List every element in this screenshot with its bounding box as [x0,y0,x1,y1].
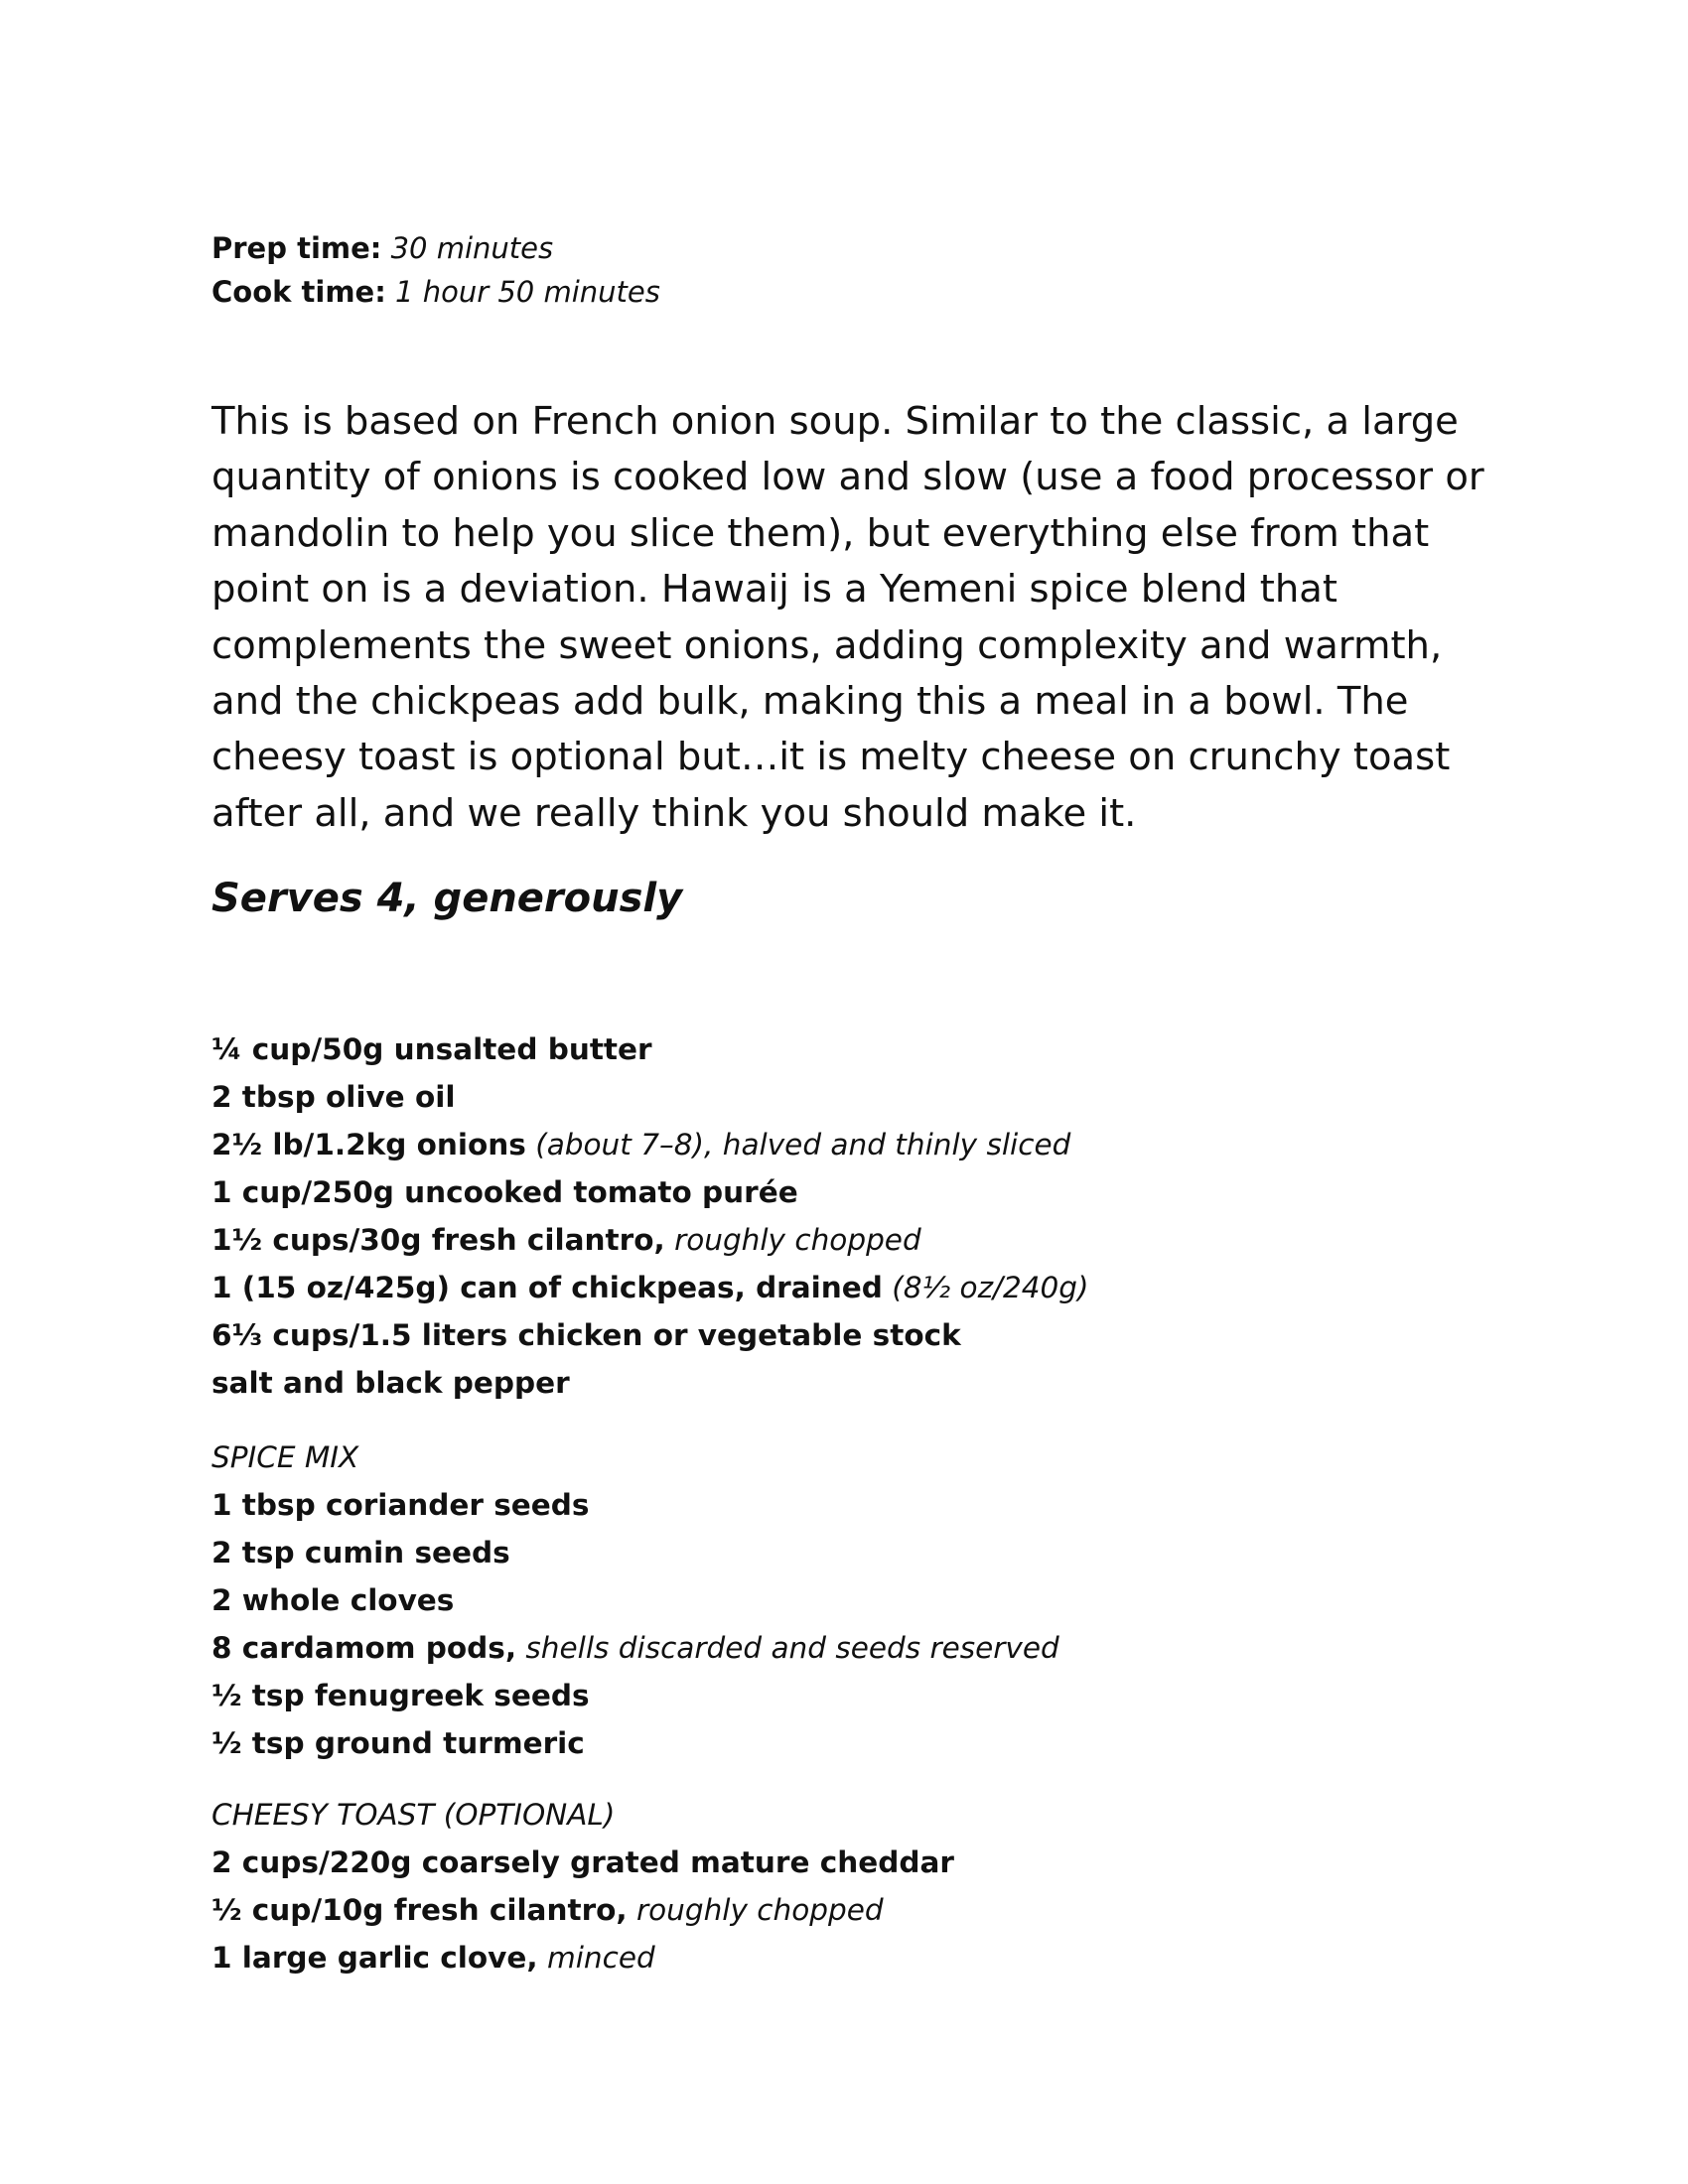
ingredient-name: 2 tbsp olive oil [211,1080,456,1114]
ingredient-name: 2 whole cloves [211,1583,455,1617]
ingredient-name: 6⅓ cups/1.5 liters chicken or vegetable stock [211,1318,961,1352]
ingredient-name: 2 cups/220g coarsely grated mature cheddar [211,1845,954,1879]
ingredient-note: roughly chopped [664,1223,921,1257]
ingredient-item [211,1719,1502,1767]
cook-time-label: Cook time: [211,275,386,309]
ingredient-note: shells discarded and seeds reserved [516,1631,1059,1665]
ingredient-item [211,1216,1502,1264]
ingredient-item [211,1481,1502,1529]
ingredient-item [211,1311,1502,1359]
ingredient-name: ¼ cup/50g unsalted butter [211,1032,652,1066]
ingredient-item [211,1168,1502,1216]
ingredient-item [211,1839,1502,1886]
ingredient-name: 2 tsp cumin seeds [211,1536,510,1570]
ingredient-item [211,1529,1502,1576]
ingredient-item [211,1359,1502,1407]
ingredient-name: ½ tsp ground turmeric [211,1726,585,1760]
ingredient-name: 2½ lb/1.2kg onions [211,1128,526,1161]
ingredient-item [211,1934,1502,1981]
ingredient-name: 1 large garlic clove, [211,1941,538,1975]
ingredient-name: 1 (15 oz/425g) can of chickpeas, drained [211,1271,883,1304]
ingredient-note: roughly chopped [627,1893,884,1927]
ingredient-name: ½ cup/10g fresh cilantro, [211,1893,628,1927]
ingredient-name: ½ tsp fenugreek seeds [211,1679,590,1712]
ingredient-name: salt and black pepper [211,1366,570,1400]
ingredient-note: (8½ oz/240g) [882,1271,1089,1304]
spice-mix-list [211,1481,1502,1767]
ingredient-note: (about 7–8), halved and thinly sliced [525,1128,1071,1161]
prep-time-label: Prep time: [211,231,382,265]
ingredient-note: minced [537,1941,655,1975]
cook-time-value: 1 hour 50 minutes [395,275,660,309]
ingredient-item [211,1264,1502,1311]
ingredient-name: 1½ cups/30g fresh cilantro, [211,1223,665,1257]
spice-mix-title: SPICE MIX [211,1440,359,1474]
cook-time [211,270,660,314]
recipe-page [211,0,1502,2184]
cheesy-toast-list [211,1839,1502,1981]
prep-time-value: 30 minutes [390,231,554,265]
ingredient-item [211,1025,1502,1073]
recipe-intro: This is based on French onion soup. Similar to the classic, a large quantity of onions is cooked low and slow (use a food processor or mandolin to help you slice them), but everything else from that point on is a deviation. Hawaij is a Yemeni spice blend that complements the sweet onions, adding complexity and warmth, and the chickpeas add bulk, making this a meal in a bowl. The cheesy toast is optional but…it is melty cheese on crunchy toast after all, and we really think you should make it. [211,399,1484,836]
ingredient-item [211,1672,1502,1719]
main-ingredient-list [211,1025,1502,1407]
prep-time [211,226,660,270]
ingredient-item [211,1121,1502,1168]
ingredient-item [211,1073,1502,1121]
ingredient-item [211,1624,1502,1672]
ingredient-item [211,1576,1502,1624]
ingredient-item [211,1886,1502,1934]
cheesy-toast-title: CHEESY TOAST (OPTIONAL) [211,1798,616,1832]
ingredient-name: 8 cardamom pods, [211,1631,517,1665]
ingredient-name: 1 cup/250g uncooked tomato purée [211,1175,798,1209]
serves-line: Serves 4, generously [211,876,683,921]
ingredient-name: 1 tbsp coriander seeds [211,1488,590,1522]
recipe-times [211,226,660,314]
